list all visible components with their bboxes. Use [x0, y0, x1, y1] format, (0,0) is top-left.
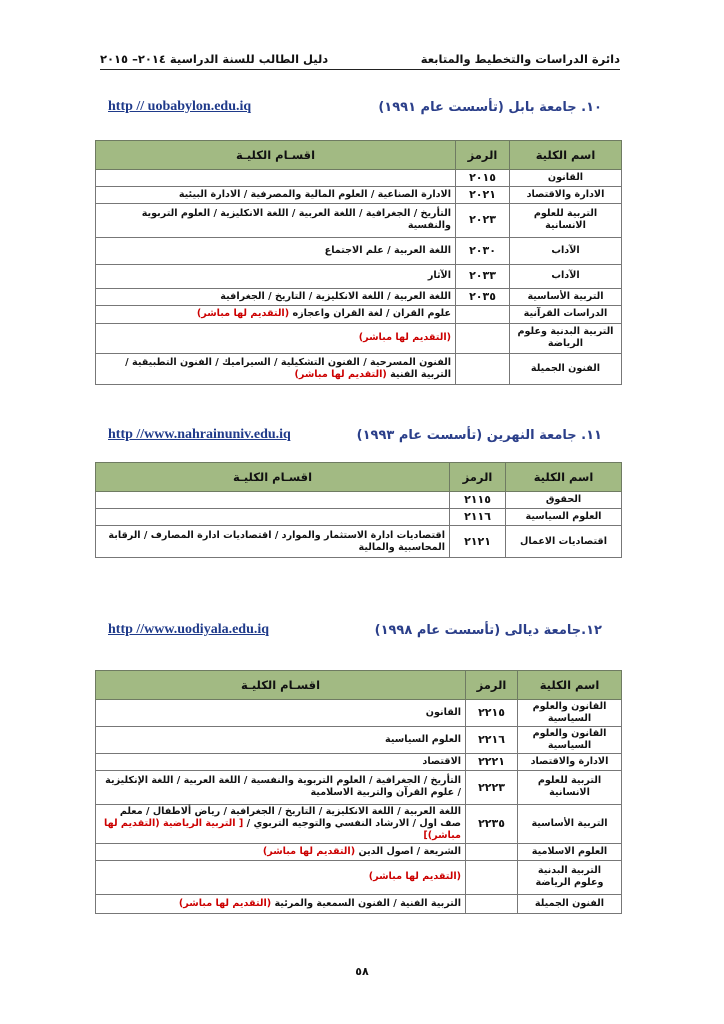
table-row [96, 526, 622, 558]
departments-cell [96, 700, 466, 727]
direct-admission-note: (التقديم لها مباشر) [294, 368, 387, 380]
college-code-cell [456, 305, 510, 323]
table-row [96, 700, 622, 727]
departments-text: علوم القران / لغة القران واعجازه [292, 308, 451, 320]
college-name-cell: التربية البدنية وعلوم الرياضة [518, 860, 622, 894]
college-code-cell: ٢٠٣٠ [456, 237, 510, 264]
table-row [96, 770, 622, 804]
departments-text: اللغة العربية / علم الاجتماع [324, 244, 451, 256]
departments-text: العلوم السياسية [385, 733, 461, 745]
college-code-cell [466, 894, 518, 913]
university-url-link[interactable]: http //www.uodiyala.edu.iq [108, 622, 270, 637]
departments-cell [96, 843, 466, 860]
college-name-cell: التربية الأساسية [518, 804, 622, 843]
departments-text: الاقتصاد [422, 755, 461, 767]
college-name-cell: الآداب [510, 237, 622, 264]
header-code: الرمز [450, 463, 506, 492]
college-name-cell: التربية للعلوم الانسانية [510, 203, 622, 237]
college-name-cell: القانون والعلوم السياسية [518, 700, 622, 727]
college-name-cell: القانون [510, 170, 622, 187]
college-name-cell: الادارة والاقتصاد [518, 753, 622, 770]
college-name-cell: الدراسات القرآنية [510, 305, 622, 323]
table-row [96, 753, 622, 770]
section-title-diyala [108, 620, 628, 640]
departments-cell [96, 186, 456, 203]
university-name: ١٢.جامعة ديالى (تأسست عام ١٩٩٨) [374, 622, 602, 638]
departments-cell [96, 894, 466, 913]
table-row [96, 509, 622, 526]
departments-cell [96, 305, 456, 323]
college-name-cell: العلوم الاسلامية [518, 843, 622, 860]
table-row [96, 264, 622, 288]
departments-cell [96, 288, 456, 305]
departments-text: الادارة الصناعية / العلوم المالية والمصرفية / الادارة البيئية [178, 188, 451, 200]
header-code: الرمز [466, 671, 518, 700]
departments-cell [96, 264, 456, 288]
university-url-link[interactable]: http // uobabylon.edu.iq [108, 99, 252, 114]
university-name: ١٠. جامعة بابل (تأسست عام ١٩٩١) [378, 99, 602, 115]
departments-text: التأريخ / الجغرافية / العلوم التربوية والنفسية / اللغة العربية / اللغة الإنكليزية / علوم القرآن والتربية الاسلامية [105, 775, 461, 799]
college-name-cell: الفنون الجميلة [518, 894, 622, 913]
departments-cell [96, 860, 466, 894]
table-row [96, 170, 622, 187]
header-departments: اقسـام الكليـة [96, 671, 466, 700]
college-code-cell: ٢٢٢١ [466, 753, 518, 770]
table-row [96, 237, 622, 264]
page-number: ٥٨ [355, 965, 369, 978]
college-name-cell: الفنون الجميلة [510, 353, 622, 384]
table-row [96, 860, 622, 894]
college-name-cell: اقتصاديات الاعمال [506, 526, 622, 558]
direct-admission-note: (التقديم لها مباشر) [178, 897, 272, 909]
college-name-cell: التربية الأساسية [510, 288, 622, 305]
header-departments: اقسـام الكليـة [96, 141, 456, 170]
departments-cell [96, 323, 456, 353]
college-code-cell: ٢١١٦ [450, 509, 506, 526]
departments-text: القانون [425, 706, 461, 718]
college-name-cell: التربية البدنية وعلوم الرياضة [510, 323, 622, 353]
header-code: الرمز [456, 141, 510, 170]
departments-text: التأريخ / الجغرافية / اللغة العربية / اللغة الانكليزية / العلوم التربوية والنفسية [141, 208, 451, 232]
college-code-cell [456, 323, 510, 353]
college-code-cell: ٢٠٣٥ [456, 288, 510, 305]
university-name: ١١. جامعة النهرين (تأسست عام ١٩٩٣) [356, 427, 602, 443]
departments-cell [96, 203, 456, 237]
babylon-colleges-table [95, 140, 622, 385]
table-row [96, 353, 622, 384]
departments-text: اللغة العربية / اللغة الانكليزية / التاريخ / الجغرافية [220, 290, 451, 302]
departments-text: الشريعة / اصول الدين [358, 845, 461, 857]
header-guide-title: دليل الطالب للسنة الدراسية ٢٠١٤– ٢٠١٥ [100, 52, 329, 66]
departments-cell [96, 753, 466, 770]
college-code-cell: ٢٢١٦ [466, 726, 518, 753]
college-code-cell [456, 353, 510, 384]
college-name-cell: القانون والعلوم السياسية [518, 726, 622, 753]
departments-text: اقتصاديات ادارة الاستثمار والموارد / اقتصاديات ادارة المصارف / الرقابة المحاسبية والمالية [108, 529, 445, 553]
university-url-link[interactable]: http //www.nahrainuniv.edu.iq [108, 427, 291, 442]
college-code-cell [466, 860, 518, 894]
departments-cell [96, 804, 466, 843]
section-title-babylon [108, 97, 628, 117]
header-college-name: اسم الكلية [518, 671, 622, 700]
college-code-cell: ٢١٢١ [450, 526, 506, 558]
section-title-nahrain [108, 425, 628, 445]
college-name-cell: العلوم السياسية [506, 509, 622, 526]
departments-text: الفنون المسرحية / الفنون التشكيلية / السيراميك / الفنون التطبيقية / التربية الفنية [125, 356, 451, 380]
header-college-name: اسم الكلية [506, 463, 622, 492]
direct-admission-note: (التقديم لها مباشر) [262, 845, 356, 857]
header-department: دائرة الدراسات والتخطيط والمتابعة [420, 52, 620, 66]
college-code-cell [466, 843, 518, 860]
departments-text: التربية الفنية / الفنون السمعية والمرئية [274, 897, 461, 909]
departments-cell [96, 726, 466, 753]
direct-admission-note: [ التربية الرياضية (التقديم لها مباشر)] [104, 817, 461, 841]
departments-cell [96, 770, 466, 804]
table-row [96, 492, 622, 509]
diyala-colleges-table [95, 670, 622, 914]
college-code-cell: ٢٠٣٣ [456, 264, 510, 288]
table-row [96, 288, 622, 305]
table-row [96, 203, 622, 237]
college-code-cell: ٢٠٢١ [456, 186, 510, 203]
header-departments: اقسـام الكليـة [96, 463, 450, 492]
departments-cell [96, 509, 450, 526]
direct-admission-note: (التقديم لها مباشر) [368, 871, 461, 883]
table-row [96, 186, 622, 203]
college-code-cell: ٢١١٥ [450, 492, 506, 509]
table-row [96, 323, 622, 353]
direct-admission-note: (التقديم لها مباشر) [358, 332, 451, 344]
departments-cell [96, 353, 456, 384]
departments-cell [96, 526, 450, 558]
table-row [96, 726, 622, 753]
college-name-cell: الحقوق [506, 492, 622, 509]
table-row [96, 894, 622, 913]
college-code-cell: ٢٠٢٣ [456, 203, 510, 237]
table-row [96, 305, 622, 323]
college-code-cell: ٢٢٣٥ [466, 804, 518, 843]
table-row [96, 843, 622, 860]
college-code-cell: ٢٢٢٣ [466, 770, 518, 804]
departments-text: الآثار [427, 270, 451, 282]
departments-cell [96, 492, 450, 509]
departments-cell [96, 170, 456, 187]
college-code-cell: ٢٠١٥ [456, 170, 510, 187]
college-name-cell: الآداب [510, 264, 622, 288]
direct-admission-note: (التقديم لها مباشر) [196, 308, 290, 320]
departments-text: اللغة العربية / اللغة الانكليزية / التاريخ / الجغرافية / رياض ألاطفال / معلم صف اول / الارشاد النفسي والتوجيه التربوي / [119, 805, 461, 829]
header-college-name: اسم الكلية [510, 141, 622, 170]
college-name-cell: التربية للعلوم الانسانية [518, 770, 622, 804]
college-code-cell: ٢٢١٥ [466, 700, 518, 727]
departments-cell [96, 237, 456, 264]
page-header [100, 44, 620, 70]
table-row [96, 804, 622, 843]
nahrain-colleges-table [95, 462, 622, 558]
college-name-cell: الادارة والاقتصاد [510, 186, 622, 203]
